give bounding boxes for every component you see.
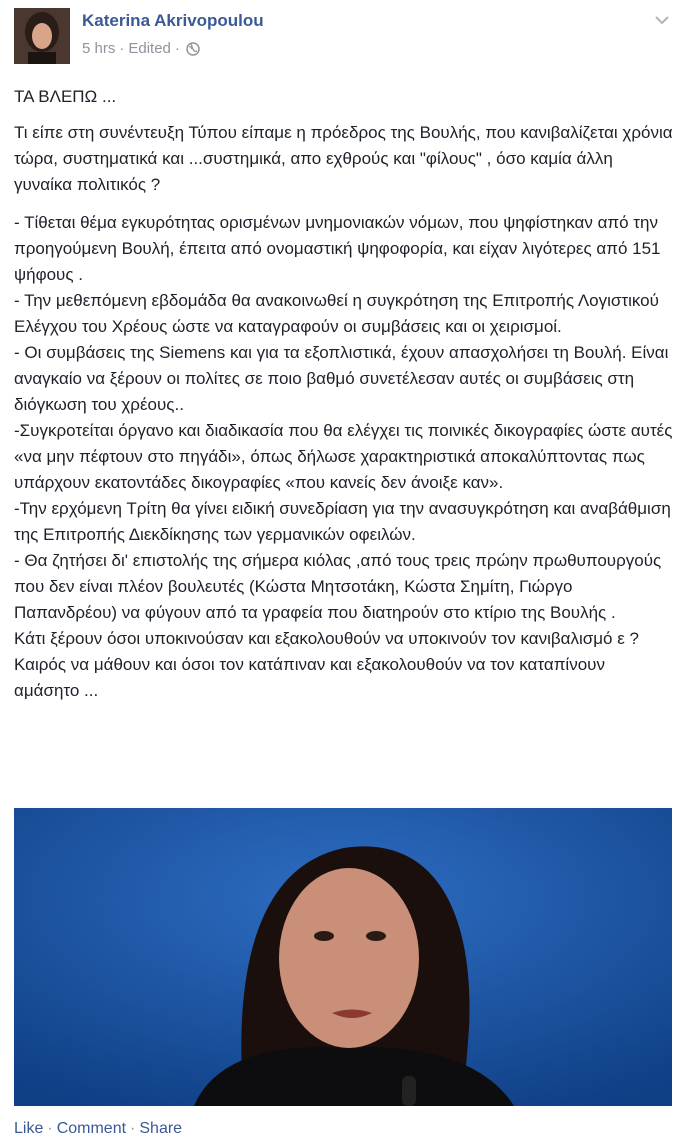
post-header xyxy=(14,8,674,64)
post-line: -Συγκροτείται όργανο και διαδικασία που θα ελέγχει τις ποινικές δικογραφίες ώστε αυτές «να μην πέφτουν στο πηγάδι», όπως δήλωσε χαρακτηριστικά αποκαλύπτοντας πως υπάρχουν εκατοντάδες δικογραφίες «που κανείς δεν άνοιξε καν». xyxy=(14,421,673,492)
chevron-down-icon[interactable] xyxy=(654,12,670,28)
author-name[interactable]: Katerina Akrivopoulou xyxy=(82,11,264,30)
edited-label[interactable]: Edited xyxy=(128,40,171,57)
post-question: Τι είπε στη συνέντευξη Τύπου είπαμε η πρόεδρος της Βουλής, που κανιβαλίζεται χρόνια τώρα, συστηματικά και ...συστημικά, απο εχθρούς και "φίλους" , όσο καμία άλλη γυναίκα πολιτικός ? xyxy=(14,123,673,194)
post-line: - Θα ζητήσει δι' επιστολής της σήμερα κιόλας ,από τους τρεις πρώην πρωθυπουργούς που δεν είναι πλέον βουλευτές (Κώστα Μητσοτάκη, Κώστα Σημίτη, Γιώργο Παπανδρέου) να φύγουν από τα γραφεία που διατηρούν στο κτίριο της Βουλής . xyxy=(14,551,662,622)
post-line: -Την ερχόμενη Τρίτη θα γίνει ειδική συνεδρίαση για την ανασυγκρότηση και αναβάθμιση της Επιτροπής Διεκδίκησης των γερμανικών οφειλών. xyxy=(14,499,671,544)
globe-icon[interactable] xyxy=(186,42,200,56)
post-meta xyxy=(82,40,200,57)
post-line: - Τίθεται θέμα εγκυρότητας ορισμένων μνημονιακών νόμων, που ψηφίστηκαν από την προηγούμενη Βουλή, έπειτα από ονομαστική ψηφοφορία, και είχαν λιγότερες από 151 ψήφους . xyxy=(14,213,661,284)
post-actions xyxy=(14,1120,182,1138)
comment-button[interactable]: Comment xyxy=(56,1120,127,1137)
post-line: - Την μεθεπόμενη εβδομάδα θα ανακοινωθεί η συγκρότηση της Επιτροπής Λογιστικού Ελέγχου του Χρέους ώστε να καταγραφούν οι συμβάσεις και οι χειρισμοί. xyxy=(14,291,659,336)
post-line: Κάτι ξέρουν όσοι υποκινούσαν και εξακολουθούν να υποκινούν τον κανιβαλισμό ε ? Καιρός να μάθουν και όσοι τον κατάπιναν και εξακολουθούν να τον καταπίνουν αμάσητο ... xyxy=(14,629,639,700)
actions-separator: · xyxy=(130,1120,136,1137)
post-content xyxy=(14,84,674,704)
avatar[interactable] xyxy=(14,8,70,64)
like-button[interactable]: Like xyxy=(14,1120,44,1137)
post-line: - Οι συμβάσεις της Siemens και για τα εξοπλιστικά, έχουν απασχολήσει τη Βουλή. Είναι αναγκαίο να ξέρουν οι πολίτες σε ποιο βαθμό συνετέλεσαν αυτές οι συμβάσεις στη διόγκωση του χρέους.. xyxy=(14,343,669,414)
meta-separator: · xyxy=(119,40,125,57)
share-button[interactable]: Share xyxy=(139,1120,183,1137)
actions-separator: · xyxy=(47,1120,53,1137)
post-intro: ΤΑ ΒΛΕΠΩ ... xyxy=(14,87,117,106)
post-time[interactable]: 5 hrs xyxy=(82,40,116,57)
post-photo[interactable] xyxy=(14,808,672,1106)
meta-separator: · xyxy=(174,40,180,57)
